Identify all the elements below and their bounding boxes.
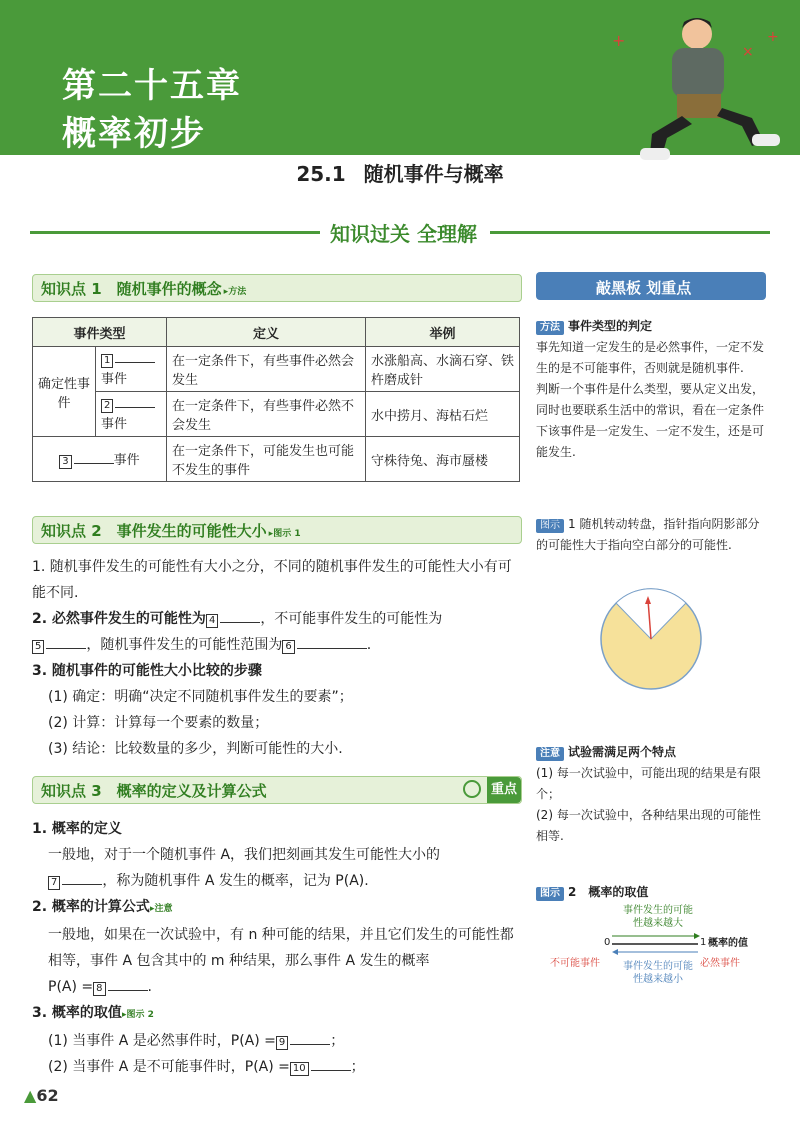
table-row (33, 347, 520, 392)
answer-blank (46, 648, 86, 649)
note-item: (2) 每一次试验中，各种结果出现的可能性相等. (536, 808, 761, 843)
decreasing-label: 事件发生的可能性越来越小 (623, 961, 693, 985)
banner (30, 218, 770, 246)
text-span: ，称为随机事件 A 发生的概率，记为 P(A). (102, 873, 369, 889)
target-icon (463, 780, 481, 798)
table-group-label: 确定性事件 (33, 347, 96, 437)
value-label: 概率的值 (708, 938, 748, 949)
section-title (0, 158, 800, 187)
figure-title: 2 概率的取值 (568, 885, 649, 899)
answer-blank (74, 463, 114, 464)
sidebar-header (536, 272, 766, 300)
answer-blank (220, 622, 260, 623)
text-span: 一般地，如果在一次试验中，有 n 种可能的结果，并且它们发生的可能性都相等，事件 A 包含其中的 m 种结果，那么事件 A 发生的概率 (48, 927, 514, 969)
chapter-name: 概率初步 (62, 114, 206, 154)
svg-text:×: × (742, 44, 754, 60)
text-span: P(A) = (48, 979, 94, 995)
method-box (536, 316, 766, 463)
text-span: (2) 当事件 A 是不可能事件时，P(A) = (48, 1059, 290, 1075)
paragraph: (2) 当事件 A 是不可能事件时，P(A) = 10 ； (48, 1059, 365, 1075)
text-span: ，随机事件发生的可能性范围为 (86, 637, 283, 653)
certain-label: 必然事件 (700, 958, 740, 969)
method-text: 事先知道一定发生的是必然事件，一定不发生的是不可能事件，否则就是随机事件. (536, 340, 765, 375)
table-header-example: 举例 (365, 318, 519, 347)
kp3-content (32, 816, 522, 1080)
table-cell: 事件 (113, 453, 140, 468)
method-tag: 方法 (536, 321, 564, 335)
paragraph: (1) 当事件 A 是必然事件时，P(A) = 9 ； (48, 1033, 345, 1049)
figure-tag: 图示 (536, 519, 564, 533)
table-cell: 在一定条件下，可能发生也可能不发生的事件 (167, 437, 366, 482)
page-number-text: 62 (36, 1086, 59, 1105)
answer-blank (62, 884, 102, 885)
text-span: ，不可能事件发生的可能性为 (260, 611, 443, 627)
page-logo-icon: ▲ (24, 1086, 37, 1105)
kp2-label: 知识点 2 事件发生的可能性大小 (41, 522, 267, 540)
page-number (24, 1086, 59, 1105)
blank-number: 7 (48, 876, 60, 890)
note-tag: ▸注意 (149, 904, 173, 914)
chapter-number: 第二十五章 (62, 66, 242, 106)
method-text: 判断一个事件是什么类型，要从定义出发，同时也要联系生活中的常识，看在一定条件下该事件是一定发生、一定不发生，还是可能发生. (536, 382, 765, 459)
note-box (536, 742, 766, 847)
figure-1-box (536, 514, 766, 556)
knowledge-point-1-header (32, 274, 522, 302)
figure-tag: 图示 (536, 887, 564, 901)
table-cell: 在一定条件下，有些事件必然不会发生 (167, 392, 366, 437)
svg-text:+: + (767, 29, 779, 45)
table-row (33, 392, 520, 437)
subheading (32, 894, 522, 922)
table-cell: 水中捞月、海枯石烂 (365, 392, 519, 437)
table-cell: 水涨船高、水滴石穿、铁杵磨成针 (365, 347, 519, 392)
blank-number: 6 (282, 640, 294, 654)
method-title: 事件类型的判定 (568, 319, 653, 333)
paragraph: 3. 随机事件的可能性大小比较的步骤 (32, 663, 262, 679)
svg-text:+: + (612, 31, 626, 50)
table-header-type: 事件类型 (33, 318, 167, 347)
note-item: (1) 每一次试验中，可能出现的结果是有限个； (536, 766, 761, 801)
answer-blank (290, 1044, 330, 1045)
blank-number: 9 (276, 1036, 288, 1050)
knowledge-point-2-header (32, 516, 522, 544)
impossible-label: 不可能事件 (550, 958, 600, 969)
sidebar-title: 敲黑板 划重点 (596, 279, 692, 297)
kp2-tag: ▸图示 1 (268, 529, 301, 539)
text-span: (1) 当事件 A 是必然事件时，P(A) = (48, 1033, 276, 1049)
answer-blank (108, 990, 148, 991)
blank-number: 8 (93, 982, 105, 996)
table-cell: 事件 (101, 371, 128, 387)
answer-blank (115, 407, 155, 408)
section-name: 随机事件与概率 (363, 162, 504, 186)
figure-caption: 1 随机转动转盘，指针指向阴影部分的可能性大于指向空白部分的可能性. (536, 517, 760, 552)
key-point-badge: 重点 (487, 777, 521, 803)
chapter-header (0, 0, 800, 155)
kp1-tag: ▸方法 (223, 287, 247, 297)
paragraph: 1. 随机事件发生的可能性有大小之分，不同的随机事件发生的可能性大小有可能不同. (32, 559, 512, 601)
banner-line-right (490, 231, 770, 234)
table-row (33, 437, 520, 482)
figure-2-box (536, 882, 766, 903)
blank-number: 5 (32, 640, 44, 654)
subheading (32, 1000, 522, 1028)
blank-number: 10 (290, 1062, 309, 1076)
blank-number: 4 (206, 614, 218, 628)
blank-number: 1 (101, 354, 113, 368)
increasing-label: 事件发生的可能性越来越大 (623, 905, 693, 929)
subheading: 1. 概率的定义 (32, 821, 122, 837)
range-arrows (606, 930, 706, 960)
table-cell: 守株待兔、海市蜃楼 (365, 437, 519, 482)
note-title: 试验需满足两个特点 (568, 745, 677, 759)
step-item: (2) 计算：计算每一个要素的数量； (48, 715, 269, 731)
paragraph: 一般地，如果在一次试验中，有 n 种可能的结果，并且它们发生的可能性都相等，事件 A 包含其中的 m 种结果，那么事件 A 发生的概率 P(A) = 8 . (48, 927, 514, 995)
table-header-definition: 定义 (167, 318, 366, 347)
spinner-diagram (598, 586, 704, 692)
banner-text: 知识过关 全理解 (330, 222, 477, 246)
blank-number: 3 (59, 455, 71, 469)
note-tag: 注意 (536, 747, 564, 761)
student-illustration (592, 6, 792, 166)
probability-range-diagram (536, 904, 766, 994)
chapter-title (62, 62, 242, 158)
kp2-content (32, 554, 522, 762)
one-label: 1 (700, 937, 707, 948)
zero-label: 0 (604, 937, 611, 948)
step-item: (3) 结论：比较数量的多少，判断可能性的大小. (48, 741, 343, 757)
section-number: 25.1 (296, 162, 346, 186)
blank-number: 2 (101, 399, 113, 413)
text-span: 2. 概率的计算公式 (32, 899, 150, 915)
paragraph (32, 842, 522, 894)
answer-blank (297, 648, 367, 649)
table-cell: 在一定条件下，有些事件必然会发生 (167, 347, 366, 392)
text-span: 3. 概率的取值 (32, 1005, 122, 1021)
knowledge-point-3-header (32, 776, 522, 804)
answer-blank (311, 1070, 351, 1071)
text-span: 2. 必然事件发生的可能性为 (32, 611, 206, 627)
step-item: (1) 确定：明确“决定不同随机事件发生的要素”； (48, 689, 353, 705)
paragraph: 2. 必然事件发生的可能性为 4 ，不可能事件发生的可能性为 5 ，随机事件发生的可能性范围为 6 . (32, 611, 443, 653)
text-span: 一般地，对于一个随机事件 A，我们把刻画其发生可能性大小的 (48, 847, 441, 863)
banner-line-left (30, 231, 320, 234)
kp3-label: 知识点 3 概率的定义及计算公式 (41, 782, 267, 800)
answer-blank (115, 362, 155, 363)
table-cell: 事件 (101, 416, 128, 432)
figure-tag: ▸图示 2 (121, 1010, 154, 1020)
event-type-table (32, 317, 520, 482)
kp1-label: 知识点 1 随机事件的概念 (41, 280, 222, 298)
